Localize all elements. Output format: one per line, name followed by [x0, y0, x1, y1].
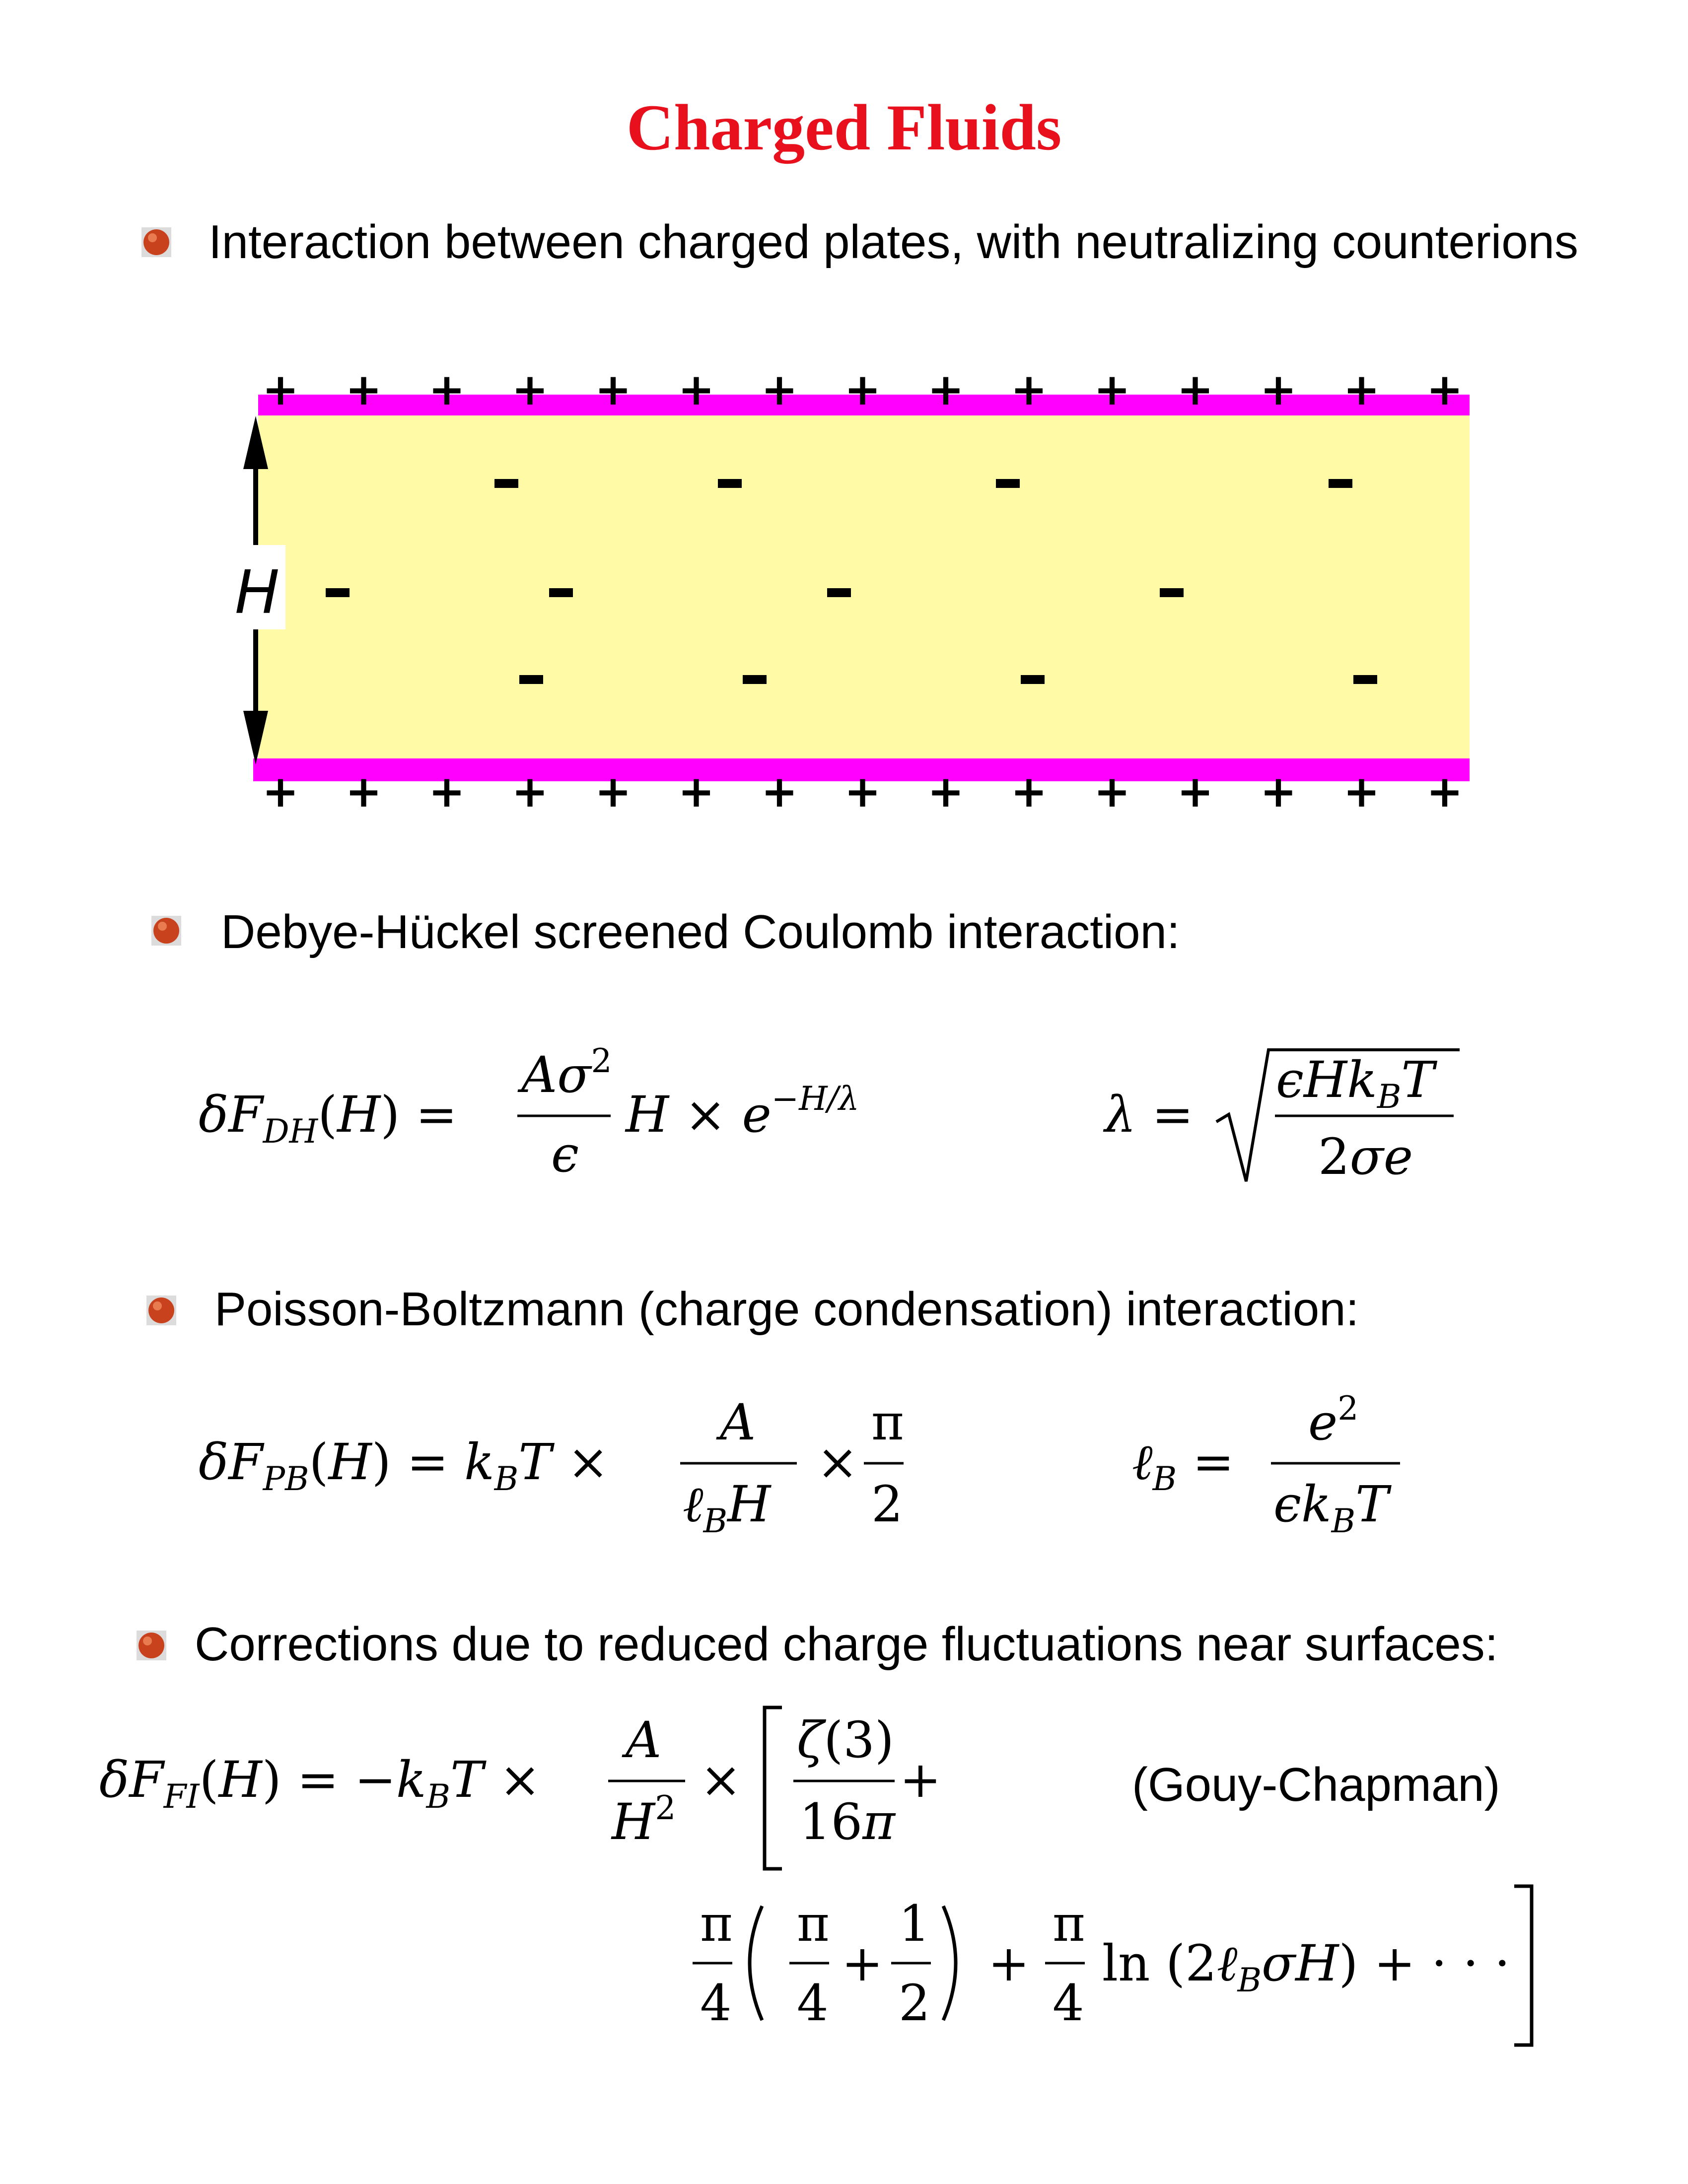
plus-charge: +: [1343, 364, 1380, 415]
minus-counterion: [549, 588, 573, 597]
svg-text:Aσ2: $A\sigma^2$: [521, 1042, 612, 1104]
svg-text:16π: 16π: [799, 1793, 895, 1851]
svg-text:1: 1: [899, 1895, 930, 1953]
svg-text:×: ×: [817, 1433, 858, 1491]
svg-text:ζ(3): ζ(3): [797, 1711, 894, 1769]
minus-counterion: [519, 675, 543, 684]
plus-charge: +: [1260, 766, 1297, 817]
plus-charge: +: [1177, 766, 1214, 817]
minus-counterion: [827, 588, 851, 597]
bullet-text-poisson-boltzmann: Poisson-Boltzmann (charge condensation) interaction:: [214, 1283, 1359, 1336]
svg-text:π: π: [871, 1393, 904, 1451]
bottom-plate-charges: [262, 766, 1463, 817]
svg-text:π: π: [1053, 1895, 1085, 1953]
plus-charge: +: [1010, 766, 1048, 817]
minus-counterion: [996, 479, 1020, 488]
plus-charge: +: [595, 766, 632, 817]
bullet-text-debye-huckel: Debye-Hückel screened Coulomb interaction:: [221, 905, 1180, 958]
plus-charge: +: [1426, 766, 1463, 817]
bullet-text-plates: Interaction between charged plates, with neutralizing counterions: [209, 215, 1579, 269]
charged-plates-diagram: [0, 0, 1688, 844]
plus-charge: +: [761, 364, 798, 415]
plus-charge: +: [511, 364, 549, 415]
slide-title: Charged Fluids: [626, 91, 1062, 164]
svg-text:ℓB =: ℓ$_B$ =: [1132, 1433, 1234, 1498]
svg-text:π: π: [797, 1895, 830, 1953]
plus-charge: +: [761, 766, 798, 817]
bullet-ball-icon: [151, 916, 181, 946]
plus-charge: +: [1343, 766, 1380, 817]
minus-counterion: [718, 479, 742, 488]
minus-counterion: [1160, 588, 1184, 597]
plus-charge: +: [844, 364, 881, 415]
svg-text:ℓBH: ℓ$_B$H: [683, 1475, 771, 1540]
svg-text:ϵHkBT: ϵHk$_B$T: [1276, 1051, 1435, 1116]
plus-charge: +: [678, 766, 715, 817]
plus-charge: +: [428, 364, 465, 415]
plus-charge: +: [345, 766, 382, 817]
plus-charge: +: [595, 364, 632, 415]
gouy-chapman-label: (Gouy-Chapman): [1132, 1758, 1500, 1811]
svg-text:ϵkBT: $\epsilon k_BT$: [1273, 1475, 1389, 1540]
plus-charge: +: [1094, 364, 1130, 415]
svg-text:λ =: λ =: [1105, 1086, 1194, 1144]
plus-charge: +: [927, 364, 964, 415]
svg-text:2: 2: [871, 1475, 903, 1533]
minus-counterion: [743, 675, 767, 684]
plus-charge: +: [1426, 364, 1463, 415]
svg-text:4: 4: [1053, 1974, 1084, 2032]
svg-text:H2: $H^2$: [612, 1789, 676, 1851]
plus-charge: +: [345, 364, 382, 415]
plus-charge: +: [844, 766, 881, 817]
plus-charge: +: [262, 364, 299, 415]
svg-text:4: 4: [797, 1974, 829, 2032]
svg-text:ϵ: ϵ: [551, 1125, 579, 1183]
plus-charge: +: [262, 766, 299, 817]
svg-text:δFPB(H) = kBT ×: $\delta F_{PB}(H) = k_BT$ ×: [199, 1433, 609, 1498]
fluctuation-equation-line-1: [89, 1698, 1008, 1886]
bullet-text-fluctuations: Corrections due to reduced charge fluctuations near surfaces:: [195, 1618, 1498, 1671]
poisson-boltzmann-equation: [189, 1390, 1479, 1559]
plus-charge: +: [511, 766, 549, 817]
svg-text:H × e−H/λ: $H \times e^{-H/\lambda}$: [626, 1080, 859, 1144]
svg-text:2σe: 2σe: [1318, 1128, 1413, 1186]
svg-text:π: π: [700, 1895, 733, 1953]
minus-counterion: [326, 588, 350, 597]
debye-huckel-equation: [189, 1032, 1479, 1201]
height-label: H: [234, 558, 280, 627]
svg-text:+: +: [988, 1934, 1030, 1992]
plus-charge: +: [1260, 364, 1297, 415]
svg-text:δFDH(H) =: $\delta F_{DH}(H)$ =: [199, 1086, 457, 1151]
fluctuation-equation-line-2: [670, 1876, 1589, 2065]
svg-text:×: ×: [700, 1751, 742, 1809]
plus-charge: +: [428, 766, 465, 817]
plus-charge: +: [1010, 364, 1048, 415]
svg-text:+: +: [842, 1934, 883, 1992]
svg-text:4: 4: [700, 1974, 732, 2032]
svg-text:A: A: [720, 1393, 756, 1451]
svg-text:e2: $e^2$: [1308, 1390, 1359, 1451]
svg-text:+: +: [900, 1751, 941, 1809]
svg-text:δFFI(H) = −kBT ×: $\delta F_{FI}(H) = -k_BT$ ×: [99, 1751, 541, 1816]
svg-text:A: A: [626, 1711, 662, 1769]
svg-text:ln (2ℓBσH) + · · ·: ln (2ℓ$_B$σH) + · · ·: [1102, 1934, 1510, 1999]
minus-counterion: [1329, 479, 1352, 488]
plus-charge: +: [927, 766, 964, 817]
minus-counterion: [1353, 675, 1377, 684]
bullet-ball-icon: [137, 1631, 166, 1660]
counterion-fluid: [258, 405, 1470, 767]
minus-counterion: [494, 479, 518, 488]
plus-charge: +: [1177, 364, 1214, 415]
minus-counterion: [1021, 675, 1045, 684]
top-plate-charges: [262, 364, 1463, 415]
plus-charge: +: [678, 364, 715, 415]
plus-charge: +: [1094, 766, 1130, 817]
bullet-ball-icon: [146, 1296, 176, 1325]
svg-text:2: 2: [899, 1974, 930, 2032]
